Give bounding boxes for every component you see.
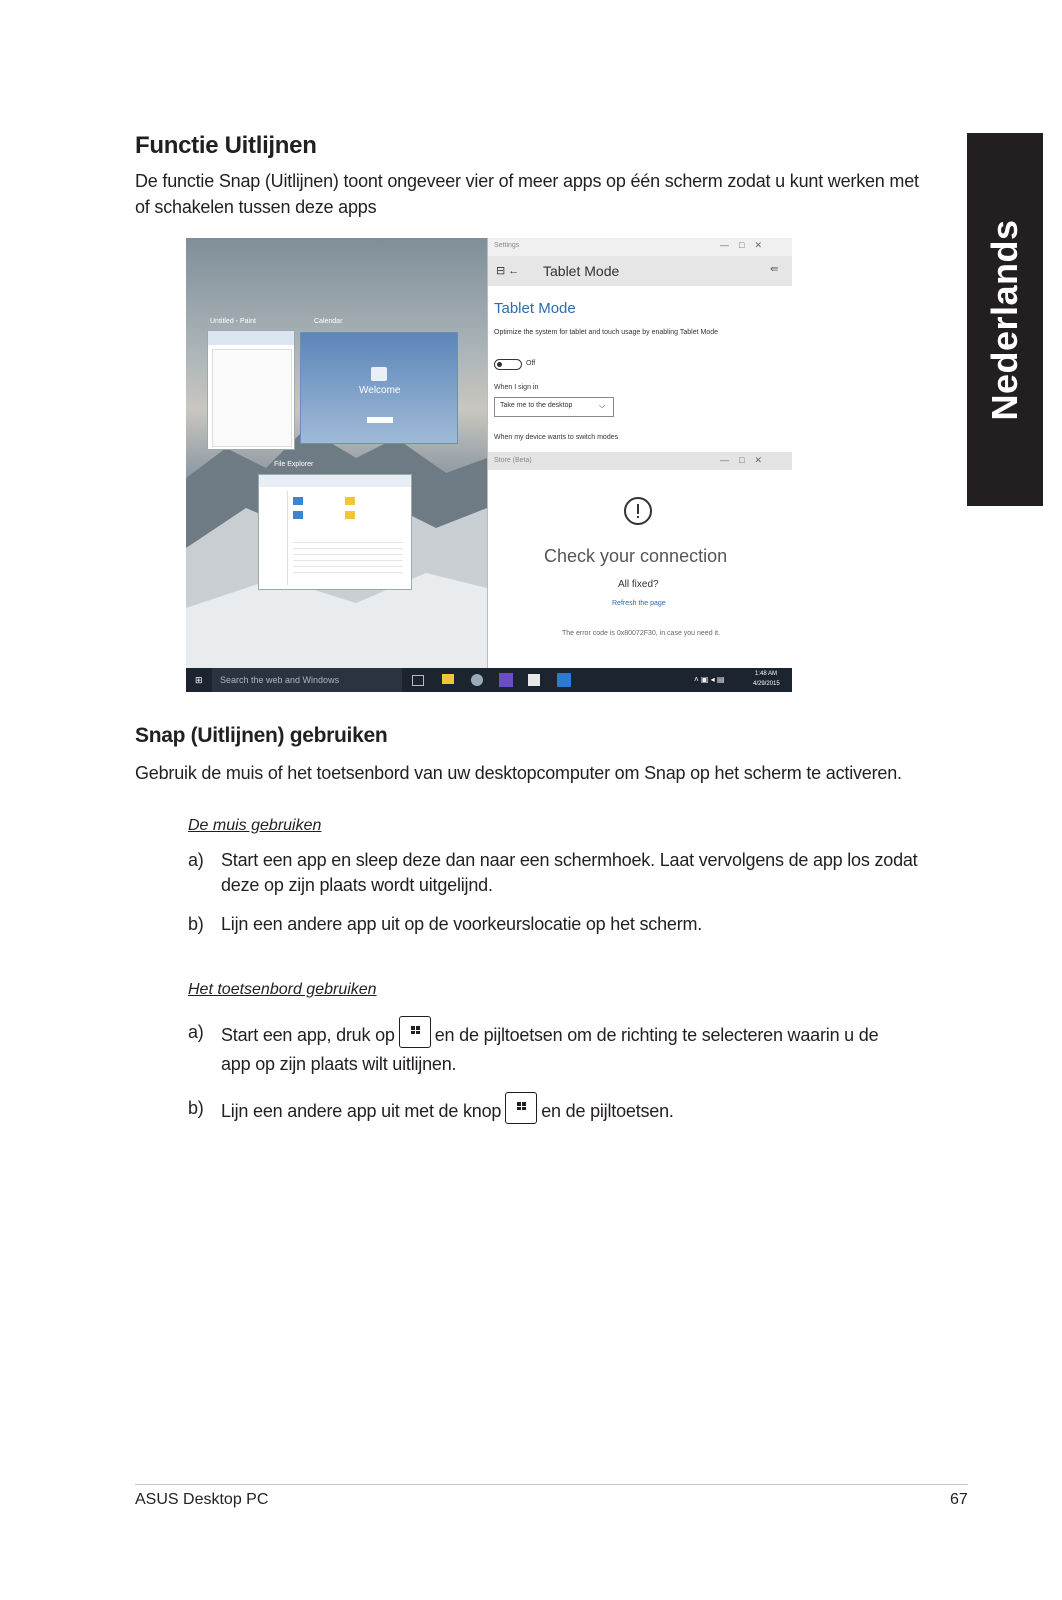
chevron-down-icon: ⌵ bbox=[599, 401, 606, 410]
store-fixed: All fixed? bbox=[618, 579, 659, 590]
store-window[interactable] bbox=[487, 452, 792, 668]
section-title-functie-uitlijnen: Functie Uitlijnen bbox=[135, 132, 317, 159]
settings-title: Tablet Mode bbox=[494, 300, 576, 317]
store-window-controls-icon[interactable]: — □ ✕ bbox=[720, 455, 762, 465]
page-number: 67 bbox=[950, 1491, 968, 1508]
text-line2: app op zijn plaats wilt uitlijnen. bbox=[221, 1054, 457, 1074]
folder-icon[interactable] bbox=[442, 674, 454, 684]
store-heading: Check your connection bbox=[544, 546, 728, 566]
calendar-welcome: Welcome bbox=[359, 385, 401, 396]
calendar-window[interactable] bbox=[300, 332, 458, 444]
tablet-mode-toggle[interactable] bbox=[494, 359, 522, 370]
sign-in-dropdown[interactable] bbox=[494, 397, 614, 417]
switch-modes-label: When my device wants to switch modes bbox=[494, 434, 619, 441]
paint-icon[interactable] bbox=[471, 674, 483, 686]
settings-caption: Settings bbox=[494, 242, 520, 249]
calendar-label: Calendar bbox=[314, 318, 343, 325]
text-after-key: en de pijltoetsen. bbox=[541, 1100, 674, 1121]
language-label: Nederlands bbox=[984, 218, 1025, 421]
store-error: The error code is 0x80072F30, in case you need it. bbox=[562, 630, 720, 637]
calendar-app-icon[interactable] bbox=[557, 673, 571, 687]
windows-key-icon bbox=[399, 1016, 431, 1048]
search-placeholder: Search the web and Windows bbox=[220, 675, 340, 685]
section-intro: De functie Snap (Uitlijnen) toont ongeveer vier of meer apps op één scherm zodat u kunt werken met of schakelen tussen deze apps bbox=[135, 171, 919, 217]
mouse-step-a bbox=[188, 848, 928, 898]
system-tray-icons[interactable]: ˄ ▣ ◂ ▤ bbox=[694, 675, 725, 684]
text-before-key: Lijn een andere app uit met de knop bbox=[221, 1100, 502, 1121]
list-text bbox=[188, 1096, 928, 1128]
tray-date: 4/29/2015 bbox=[753, 681, 780, 687]
toggle-state: Off bbox=[526, 360, 536, 367]
back-arrow-icon[interactable]: ⊟ ← bbox=[496, 265, 520, 277]
tray-time: 1:48 AM bbox=[755, 671, 778, 677]
settings-window[interactable] bbox=[487, 238, 792, 452]
list-marker: a) bbox=[188, 850, 204, 870]
section-title-snap-gebruiken: Snap (Uitlijnen) gebruiken bbox=[135, 724, 388, 747]
paint-label: Untitled - Paint bbox=[210, 318, 256, 325]
pin-icon[interactable]: ⇚ bbox=[770, 264, 779, 275]
windows-key-icon bbox=[505, 1092, 537, 1124]
store-app-icon[interactable] bbox=[499, 673, 513, 687]
settings-header: Tablet Mode bbox=[543, 263, 620, 279]
list-marker: a) bbox=[188, 1022, 204, 1042]
keyboard-subheading: Het toetsenbord gebruiken bbox=[188, 981, 377, 998]
footer-rule bbox=[135, 1484, 968, 1485]
store-caption: Store (Beta) bbox=[494, 457, 532, 464]
mouse-step-b bbox=[188, 912, 928, 937]
start-icon[interactable]: ⊞ bbox=[195, 675, 203, 685]
sign-in-label: When I sign in bbox=[494, 384, 539, 391]
taskbar bbox=[186, 668, 792, 692]
text-before-key: Start een app, druk op bbox=[221, 1024, 395, 1045]
list-text: Lijn een andere app uit op de voorkeurslocatie op het scherm. bbox=[221, 914, 703, 934]
list-marker: b) bbox=[188, 1098, 204, 1118]
list-text: Start een app en sleep deze dan naar een schermhoek. Laat vervolgens de app los zodat deze op zijn plaats wordt uitgelijnd. bbox=[221, 850, 918, 895]
text-after-key: en de pijltoetsen om de richting te selecteren waarin u de bbox=[434, 1024, 879, 1045]
paint-window[interactable] bbox=[207, 330, 295, 450]
refresh-link[interactable]: Refresh the page bbox=[612, 600, 666, 607]
list-text bbox=[188, 1020, 928, 1077]
snap-screenshot bbox=[186, 238, 792, 692]
explorer-label: File Explorer bbox=[274, 461, 314, 468]
list-marker: b) bbox=[188, 914, 204, 934]
warning-icon bbox=[624, 497, 652, 525]
mouse-subheading: De muis gebruiken bbox=[188, 817, 322, 834]
language-side-tab bbox=[967, 133, 1043, 506]
window-controls-icon[interactable]: — □ ✕ bbox=[720, 240, 762, 250]
sign-in-value: Take me to the desktop bbox=[500, 402, 573, 409]
store-bag-icon[interactable] bbox=[528, 674, 540, 686]
explorer-window[interactable] bbox=[258, 474, 412, 590]
footer-product: ASUS Desktop PC bbox=[135, 1491, 269, 1508]
section-snap-intro: Gebruik de muis of het toetsenbord van uw desktopcomputer om Snap op het scherm te activeren. bbox=[135, 763, 902, 783]
taskbar-search[interactable] bbox=[212, 668, 402, 692]
keyboard-step-b bbox=[188, 1096, 928, 1128]
task-view-icon[interactable] bbox=[412, 675, 424, 686]
keyboard-step-a bbox=[188, 1020, 928, 1077]
settings-description: Optimize the system for tablet and touch usage by enabling Tablet Mode bbox=[494, 329, 719, 336]
